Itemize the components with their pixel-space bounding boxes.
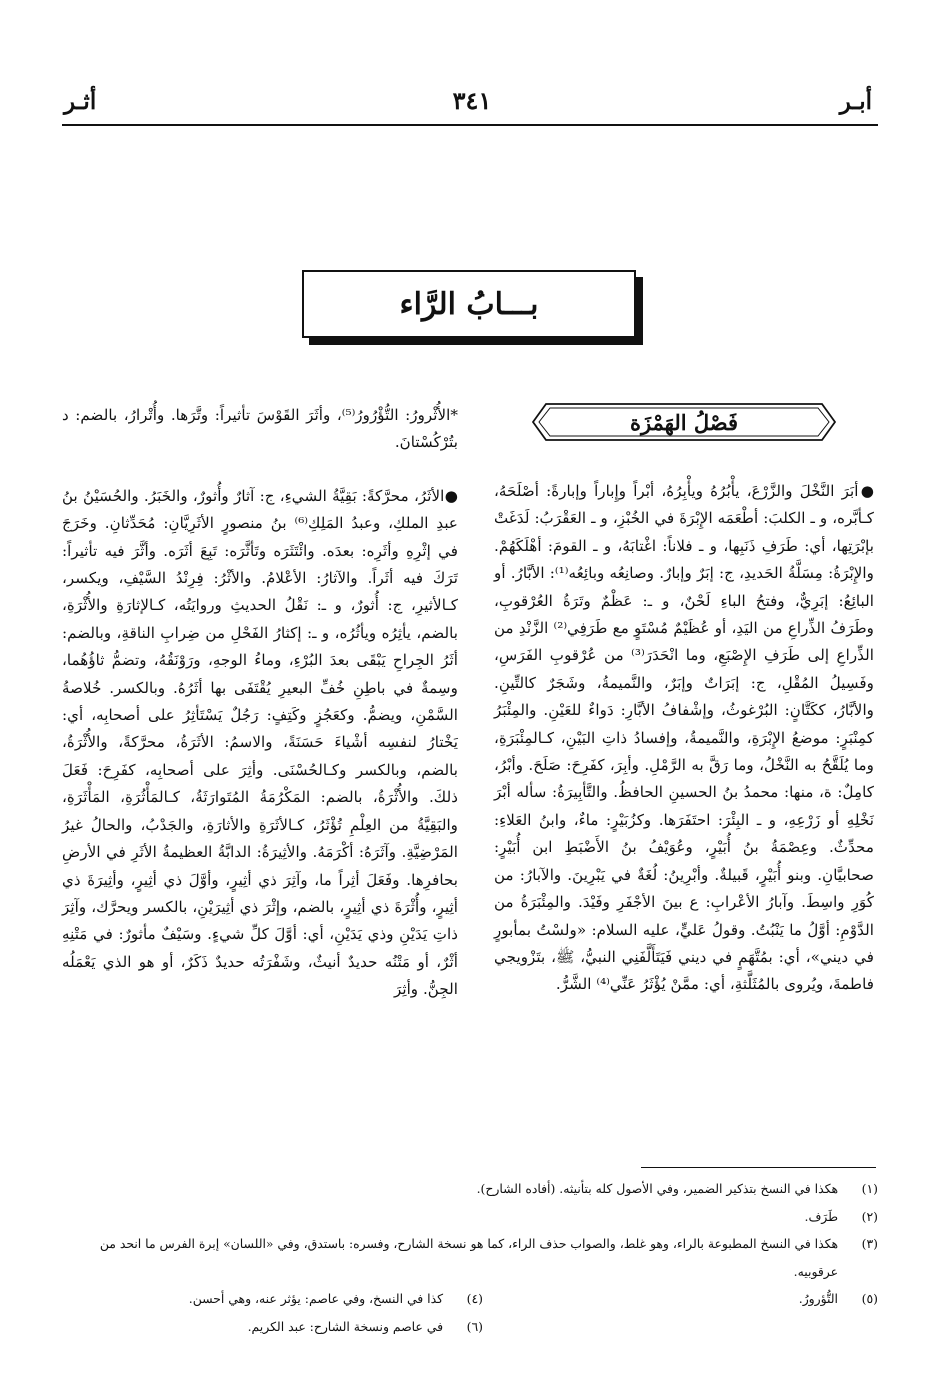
header-left-word: أثـر [64,88,97,115]
header-rule [62,124,878,126]
chapter-title: بـــابُ الرَّاء [399,286,539,322]
entry-abar: ●أبَرَ النَّخْلَ والزَّرْعَ، يأْبُرُهُ ويأْبِرُهُ، أبْراً وإِباراً وإبارةً: أصْلَحَهُ، كـأبَّره، و ـ الكلبَ: أطْعَمَه الإِبْرَةَ في الخُبْزِ، و ـ العَقْرَبُ: لَدَغَتْ بإبْرَتِها، أي: طَرَفِ ذَنَبِها، و ـ فلاناً: اغْتابَهُ، و ـ القومَ: أهْلَكَهُمْ. والإِبْرَةُ: مِسَلَّةُ الحَديدِ، ج: إبَرٌ وإبارٌ. وصانِعُه وبائِعُه⁽¹⁾: الأبَّارُ. أو البائِعُ: إبَرِيٌّ، وفتحُ الباءِ لَحْنٌ، و ـ: عَظْمٌ وتَرَةُ العُرْقوبِ، وطَرَفُ الذِّراعِ من اليَدِ، أو عُظَيْمٌ مُسْتَوٍ مع طَرَفِي⁽²⁾ الزَّنْدِ من الذِّراعِ إلى طَرَفِ الإِصْبَعِ، وما انْحَدَرَ⁽³⁾ من عُرْقوبِ الفَرَسِ، وفَسِيلُ المُقْلِ، ج: إبَرَاتٌ وإبَرٌ، والنَّميمةُ، وشَجَرٌ كالتِّينِ. والأبَّارُ، ككَتَّانٍ: البُرْغوثُ، وإشْفافُ الأبَّارِ: دَواءٌ للعَيْنِ. والمِئْبَرُ كمِنْبَرٍ: موضعُ الإِبْرَةِ، والنَّميمةُ، وإفسادُ ذاتِ البَيْنِ، كـالمِئْبَرَةِ، وما يُلَقَّحُ به النَّخْلُ، وما رَقَّ به الرَّمْلِ. وأبِرَ، كفَرِحَ: صَلَحَ. وأبْرُ، كامِلٌ: ة، منها: محمدُ بنُ الحسينِ الحافظُ. والتَّأبِيرَةُ: سأله أبْرَ نَخْلِهِ أو زَرْعِهِ، و ـ البِئْرَ: احتَفَرَها. وكزُبَيْرٍ: ماءٌ، وابنُ العَلاءِ: محدِّثٌ. وعِصْمَةُ بنُ أُبَيْرٍ، وعُوَيْفُ بنُ الأَضْبَطِ ابن أُبَيْرٍ: صحابيَّانِ. وبنو أُبَيْرٍ، قَبيلةٌ. وأبْرِينُ: لُغَةٌ في يَبْرِينَ. والآبارُ: من كُوَرِ واسِطَ. وآبارُ الأعْرابِ: ع بينَ الأجْفَرِ وفَيْدَ. والمِئْبَرَةُ من الدَّوْمِ: أوَّلُ ما يَنْبُتُ. وقولُ عَليٍّ، عليه السلام: «ولسْتُ بمأبورٍ في ديني»، أي: بمُتَّهَمٍ في ديني فَيَتَأَلَّفَنِي النبيُّ، ﷺ، بتَزْويجي فاطمةَ، ويُروى بالمُثَلَّثةِ، أي: ممَّنْ يُؤْثَرُ عَنِّي⁽⁴⁾ الشَّرُّ. [494,482,874,994]
page-number: ٣٤١ [452,86,492,115]
footnote [88,1285,483,1313]
footnote [88,1313,483,1341]
footnote-number: (٦) [466,1318,483,1334]
footnote-text: في عاصم ونسخة الشارح: عبد الكريم. [247,1318,443,1334]
section-title-box [532,403,836,441]
footnote-number: (٢) [861,1208,878,1224]
footnote [64,1175,878,1203]
footnote-text: التُّؤرورُ. [798,1291,838,1306]
footnote-spacer [483,1313,878,1341]
footnote [64,1203,878,1231]
footnote-number: (٤) [466,1291,483,1306]
footnotes-row [64,1285,878,1313]
section-title: فَصْلُ الهَمْزَة [629,409,739,435]
footnotes-row [64,1313,878,1341]
footnote-text: هكذا في النسخ المطبوعة بالراء، وهو غلط، والصواب حذف الراء، كما هو نسخة الشارح، وفسره: باستدق، وفي «اللسان» إبرة الفرس ما انحد من عرقوبيه. [99,1236,838,1279]
footnote-number: (٥) [861,1291,878,1306]
footnote-number: (٣) [861,1236,878,1251]
footnote-text: طَرَف. [804,1208,838,1224]
footnotes [64,1175,878,1340]
footnote [483,1285,878,1313]
footnote-number: (١) [861,1181,878,1196]
footnote-text: هكذا في النسخ بتذكير الضمير، وفي الأصول كله بتأنيثه. (أفاده الشارح). [476,1181,838,1196]
footnote-text: كذا في النسخ، وفي عاصم: يؤثر عنه، وهي أحسن. [188,1291,443,1306]
entry-uthrur: *الأُثْرورُ: التُّؤْرُورُ⁽⁵⁾، وأثَرَ القَوْسَ تأثيراً: وتَّرَها. وأُتْرارُ، بالضم: د بتُرْكُسْتانَ. [62,406,458,452]
chapter-title-box [302,270,636,338]
right-column [494,478,874,999]
footnote [64,1230,878,1285]
left-column [62,402,458,1004]
entry-athar: ●الأثَرُ، محرَّكةً: بَقِيَّةُ الشيءِ، ج: آثارٌ وأُثورٌ، والخَبَرُ. والحُسَيْنُ بنُ عبدِ الملكِ، وعبدُ المَلِكِ⁽⁶⁾ بنُ منصورٍ الأثَرِيَّانِ: مُحَدِّثانِ. وخَرَجَ في إثْرِهِ وأثَرِه: بعدَه. وائْتَثَرَه وتَأثَّرَه: تَبِعَ أثَرَه. وأثَّرَ فيه تأثيراً: تَرَكَ فيه أثَراً. والآثارُ: الأعْلامُ. والأثْرُ: فِرِنْدُ السَّيْفِ، ويكسر، كـالأثيرِ، ج: أُثورٌ، و ـ: نَقْلُ الحديثِ وروايَتُه، كـالإثارَةِ والأُثْرَةِ، بالضم، يأثِرُه ويأثُرُه، و ـ: إكثارُ الفَحْلِ من ضِرابِ الناقةِ، وبالضم: أثَرُ الجِراحِ يَبْقَى بعدَ البُرْءِ، وماءُ الوجهِ، ورَوْنَقُهُ، وتضمُّ ثاؤُهُما، وسِمةٌ في باطِنِ خُفِّ البعيرِ يُقْتَفَى بها أثَرُهُ. وبالكسر. خُلاصةُ السَّمْنِ، ويضمُّ. وكعَجُزٍ وكَتِفٍ: رَجُلٌ يَسْتَأثِرُ على أصحابِه، أي: يَخْتارُ لنفسِه أشْياءَ حَسَنَةً، والاسمُ: الأثَرَةُ، محرَّكةً، والأُثْرَةُ، بالضم، وبالكسر وكـالحُسْنَى. وأثِرَ على أصحابِه، كفَرِحَ: فَعَلَ ذلكَ. والأُثْرَةُ، بالضم: المَكْرُمَةُ المُتَوارَثَةُ، كـالمَأْثُرَةِ، المَأْثَرَةِ، والبَقِيَّةُ من العِلْمِ تُؤْثَرُ، كـالأثَرَةِ والأثارَةِ، والجَدْبُ، والحالُ غيرُ المَرْضِيَّةِ. وآثَرَهُ: أكْرَمَهُ. والأثِيرَةُ: الدابَّةُ العظيمةُ الأثَرِ في الأرضِ بحافرِها. وفَعَلَ أثِراً ما، وآثِرَ ذي أثِيرٍ، وأوَّلَ ذي أثِيرٍ، وأثِيرَةَ ذي أثِيرٍ، وأُثْرَةَ ذي أثِيرٍ، بالضم، وإثْرَ ذي أثِيرَيْنِ، بالكسر ويحرَّك، وآثِرَ ذاتِ يَدَيْنِ وذي يَدَيْنِ، أي: أوَّلَ كلِّ شيءٍ. وسَيْفٌ مأثورٌ: في مَتْنِهِ أثْرٌ، أو مَتْنُه حديدٌ أنيثٌ، وشَفْرَتُه حديدٌ ذَكَرٌ، أو هو الذي يَعْمَلُه الجِنُّ. وأثِرَ [62,486,458,999]
header-right-word: أبـر [839,88,872,115]
footnotes-rule [641,1167,876,1168]
